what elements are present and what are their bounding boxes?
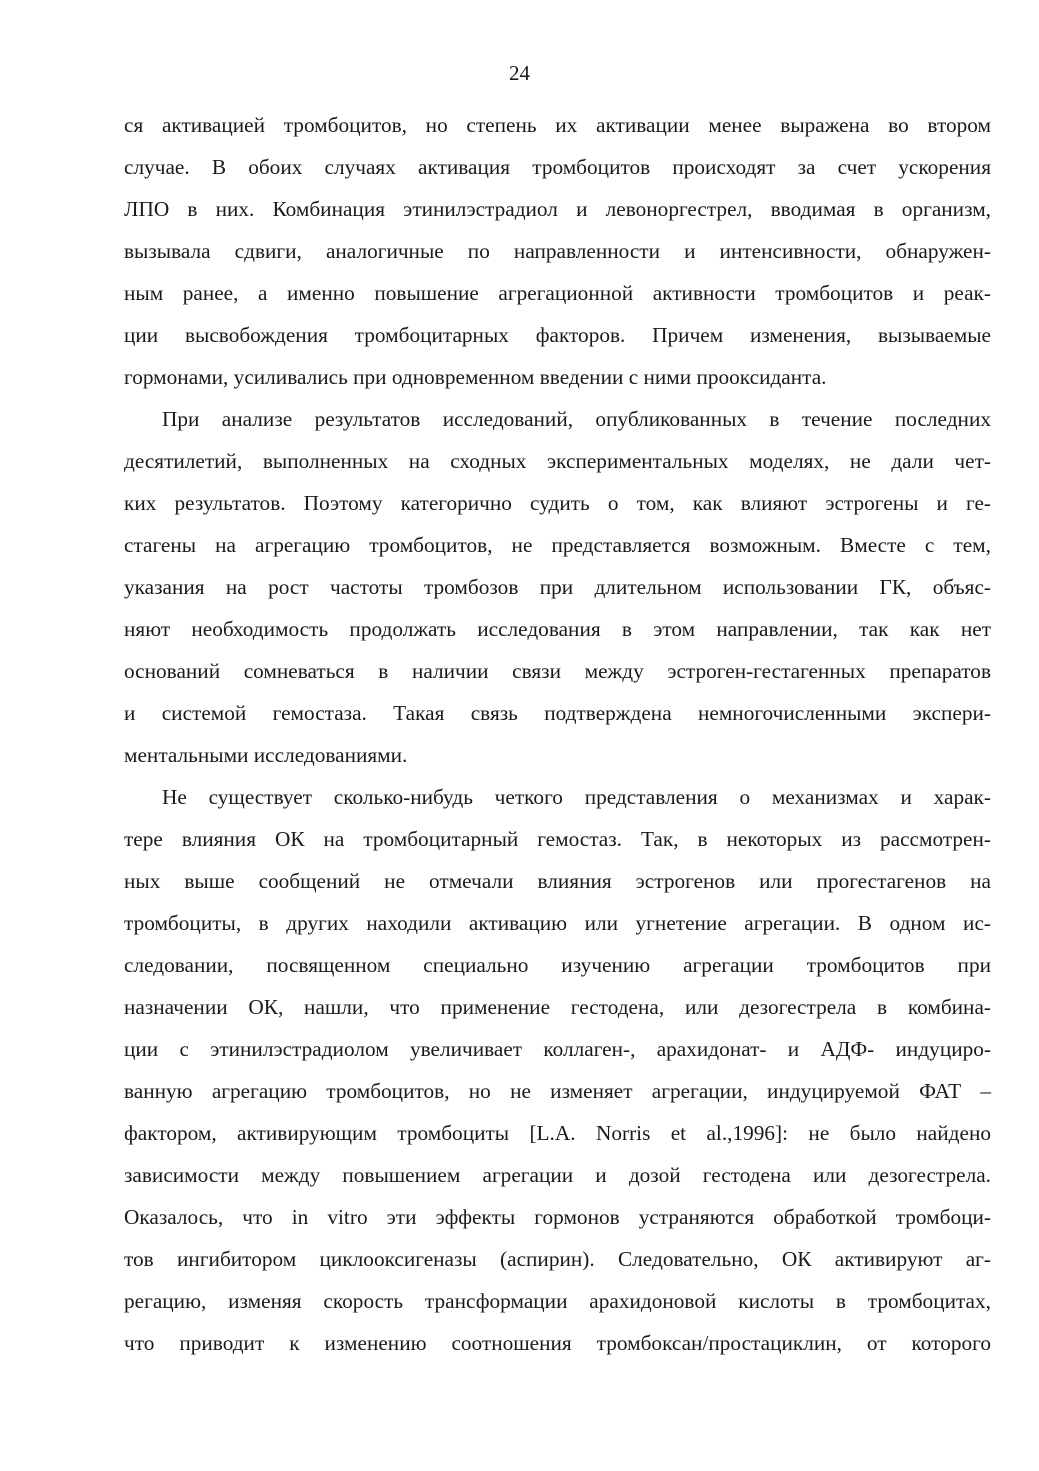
body-text [124,104,991,1364]
text-line: Не существует сколько-нибудь четкого представления о механизмах и харак- [162,785,991,809]
text-line: назначении ОК, нашли, что применение гестодена, или дезогестрела в комбина- [124,995,991,1019]
paragraph-2 [124,398,991,776]
text-line: ких результатов. Поэтому категорично судить о том, как влияют эстрогены и ге- [124,491,991,515]
text-line: оснований сомневаться в наличии связи между эстроген-гестагенных препаратов [124,659,991,683]
text-line: ЛПО в них. Комбинация этинилэстрадиол и левоноргестрел, вводимая в организм, [124,197,991,221]
paragraph-1 [124,104,991,398]
text-line: указания на рост частоты тромбозов при длительном использовании ГК, объяс- [124,575,991,599]
text-line: ции с этинилэстрадиолом увеличивает коллаген-, арахидонат- и АДФ- индуциро- [124,1037,991,1061]
paragraph-3 [124,776,991,1364]
text-line: и системой гемостаза. Такая связь подтверждена немногочисленными экспери- [124,701,991,725]
text-line: фактором, активирующим тромбоциты [L.A. Norris et al.,1996]: не было найдено [124,1121,991,1145]
text-line: десятилетий, выполненных на сходных экспериментальных моделях, не дали чет- [124,449,991,473]
text-line: следовании, посвященном специально изучению агрегации тромбоцитов при [124,953,991,977]
text-line: ментальными исследованиями. [124,743,408,767]
text-line: стагены на агрегацию тромбоцитов, не представляется возможным. Вместе с тем, [124,533,991,557]
text-line: случае. В обоих случаях активация тромбоцитов происходят за счет ускорения [124,155,991,179]
text-line: что приводит к изменению соотношения тромбоксан/простациклин, от которого [124,1331,991,1355]
page-number: 24 [509,61,530,85]
text-line: зависимости между повышением агрегации и дозой гестодена или дезогестрела. [124,1163,991,1187]
text-line: ции высвобождения тромбоцитарных факторов. Причем изменения, вызываемые [124,323,991,347]
text-line: Оказалось, что in vitro эти эффекты гормонов устраняются обработкой тромбоци- [124,1205,991,1229]
text-line: ным ранее, а именно повышение агрегационной активности тромбоцитов и реак- [124,281,991,305]
text-line: ных выше сообщений не отмечали влияния эстрогенов или прогестагенов на [124,869,991,893]
text-line: тов ингибитором циклооксигеназы (аспирин). Следовательно, ОК активируют аг- [124,1247,991,1271]
text-line: тере влияния ОК на тромбоцитарный гемостаз. Так, в некоторых из рассмотрен- [124,827,991,851]
text-line: ся активацией тромбоцитов, но степень их активации менее выражена во втором [124,113,991,137]
text-line: тромбоциты, в других находили активацию или угнетение агрегации. В одном ис- [124,911,991,935]
text-line: При анализе результатов исследований, опубликованных в течение последних [162,407,991,431]
text-line: ванную агрегацию тромбоцитов, но не изменяет агрегации, индуцируемой ФАТ – [124,1079,991,1103]
text-line: вызывала сдвиги, аналогичные по направленности и интенсивности, обнаружен- [124,239,991,263]
text-line: няют необходимость продолжать исследования в этом направлении, так как нет [124,617,991,641]
text-line: регацию, изменяя скорость трансформации арахидоновой кислоты в тромбоцитах, [124,1289,991,1313]
text-line: гормонами, усиливались при одновременном введении с ними прооксиданта. [124,365,827,389]
